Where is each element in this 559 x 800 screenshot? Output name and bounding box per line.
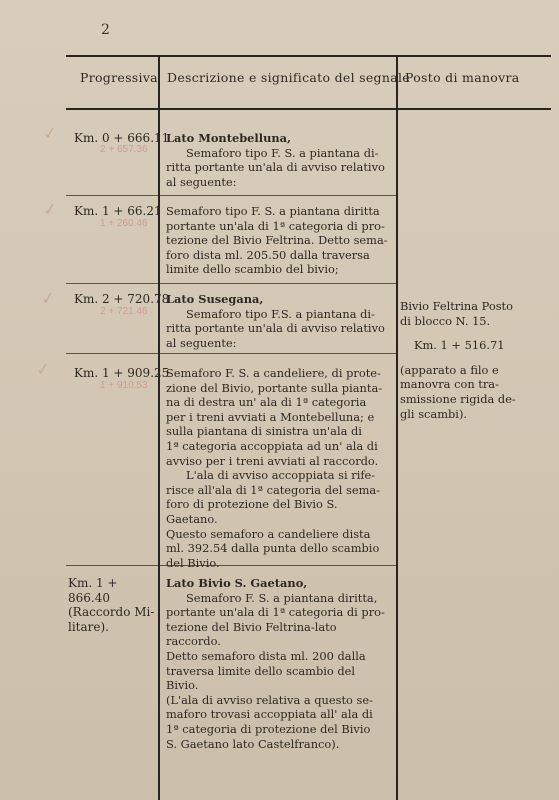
description-line: 1ª categoria di protezione del Bivio — [166, 721, 371, 736]
description-line: Semaforo tipo F. S. a piantana di- — [186, 145, 379, 160]
description-title: Lato Montebelluna, — [166, 131, 291, 145]
description-line: limite dello scambio del bivio; — [166, 262, 339, 277]
description-line: Semaforo tipo F.S. a piantana di- — [186, 306, 375, 321]
description-line: portante un'ala di 1ª categoria di pro- — [166, 218, 385, 233]
description-line: zione del Bivio, portante sulla pianta- — [166, 380, 383, 395]
column-divider-2 — [396, 55, 398, 800]
header-bottom-rule — [66, 108, 551, 110]
description-row-3 — [166, 292, 388, 350]
description-line: avviso per i treni avviati al raccordo. — [166, 453, 379, 468]
check-mark-icon: ✓ — [34, 359, 52, 380]
posto-line: Bivio Feltrina Posto — [400, 299, 513, 313]
description-row-4 — [166, 366, 388, 570]
description-line: maforo trovasi accoppiata all' ala di — [166, 707, 373, 722]
posto-di-manovra-cell — [400, 299, 548, 421]
description-line: tezione del Bivio Feltrina. Detto sema- — [166, 233, 388, 248]
pencil-note-row-4: 1 + 910.53 — [100, 380, 148, 391]
posto-line: (apparato a filo e — [400, 362, 499, 377]
description-row-5 — [166, 576, 388, 751]
pencil-note-row-2: 1 + 260.46 — [100, 218, 148, 229]
description-line: Questo semaforo a candeliere dista — [166, 526, 371, 541]
description-line: per i treni avviati a Montebelluna; e — [166, 409, 375, 424]
pencil-note-row-3: 2 + 721.46 — [100, 306, 148, 317]
description-line: na di destra un' ala di 1ª categoria — [166, 395, 367, 410]
row-rule-3 — [66, 353, 396, 354]
progressiva-row-5 — [68, 576, 156, 634]
description-line: 1ª categoria accoppiata ad un' ala di — [166, 438, 378, 453]
description-line: ritta portante un'ala di avviso relativo — [166, 321, 385, 336]
posto-line: smissione rigida de- — [400, 391, 516, 406]
description-line: traversa limite dello scambio del Bivio. — [166, 663, 356, 693]
posto-line: gli scambi). — [400, 406, 468, 421]
header-descrizione: Descrizione e significato del segnale — [167, 70, 410, 85]
description-line: del Bivio. — [166, 555, 220, 570]
pencil-note-row-1: 2 + 657.36 — [100, 144, 148, 155]
check-mark-icon: ✓ — [39, 288, 57, 309]
posto-km: Km. 1 + 516.71 — [414, 338, 505, 353]
description-line: ml. 392.54 dalla punta dello scambio — [166, 541, 380, 556]
description-line: portante un'ala di 1ª categoria di pro- — [166, 605, 385, 620]
progressiva-note: litare). — [68, 619, 109, 634]
description-line: L'ala di avviso accoppiata si rife- — [186, 468, 376, 483]
description-title: Lato Susegana, — [166, 292, 264, 306]
progressiva-row-4: Km. 1 + 909.25 — [74, 366, 170, 380]
header-progressiva: Progressiva — [80, 70, 158, 85]
description-line: al seguente: — [166, 335, 237, 350]
description-line: al seguente: — [166, 174, 237, 189]
description-line: S. Gaetano lato Castelfranco). — [166, 736, 340, 751]
description-line: tezione del Bivio Feltrina-lato raccordo. — [166, 619, 337, 649]
progressiva-value: Km. 1 + 866.40 — [68, 576, 118, 605]
column-divider-1 — [158, 55, 160, 800]
description-line: (L'ala di avviso relativa a questo se- — [166, 692, 373, 707]
description-title: Lato Bivio S. Gaetano, — [166, 576, 308, 590]
description-row-1 — [166, 131, 388, 189]
page-number: 2 — [101, 22, 110, 38]
description-line: Detto semaforo dista ml. 200 dalla — [166, 648, 366, 663]
check-mark-icon: ✓ — [41, 199, 59, 220]
description-line: risce all'ala di 1ª categoria del sema- — [166, 482, 381, 497]
row-rule-1 — [66, 195, 396, 196]
description-line: sulla piantana di sinistra un'ala di — [166, 424, 362, 439]
posto-line: manovra con tra- — [400, 377, 499, 392]
posto-line: di blocco N. 15. — [400, 313, 491, 328]
description-line: foro dista ml. 205.50 dalla traversa — [166, 247, 370, 262]
header-posto: Posto di manovra — [405, 70, 520, 85]
description-line: foro di protezione del Bivio S. Gaetano. — [166, 497, 338, 526]
progressiva-row-3: Km. 2 + 720.78 — [74, 292, 170, 306]
progressiva-note: (Raccordo Mi- — [68, 605, 155, 620]
description-line: Semaforo tipo F. S. a piantana diritta — [166, 204, 380, 218]
description-line: Semaforo F. S. a piantana diritta, — [186, 590, 378, 605]
description-line: Semaforo F. S. a candeliere, di prote- — [166, 366, 381, 380]
check-mark-icon: ✓ — [41, 123, 59, 144]
progressiva-row-2: Km. 1 + 66.21 — [74, 204, 162, 218]
row-rule-2 — [66, 283, 396, 284]
progressiva-row-1: Km. 0 + 666.11 — [74, 131, 170, 145]
description-line: ritta portante un'ala di avviso relativo — [166, 160, 385, 175]
description-row-2 — [166, 204, 388, 277]
table-top-rule — [66, 55, 551, 57]
